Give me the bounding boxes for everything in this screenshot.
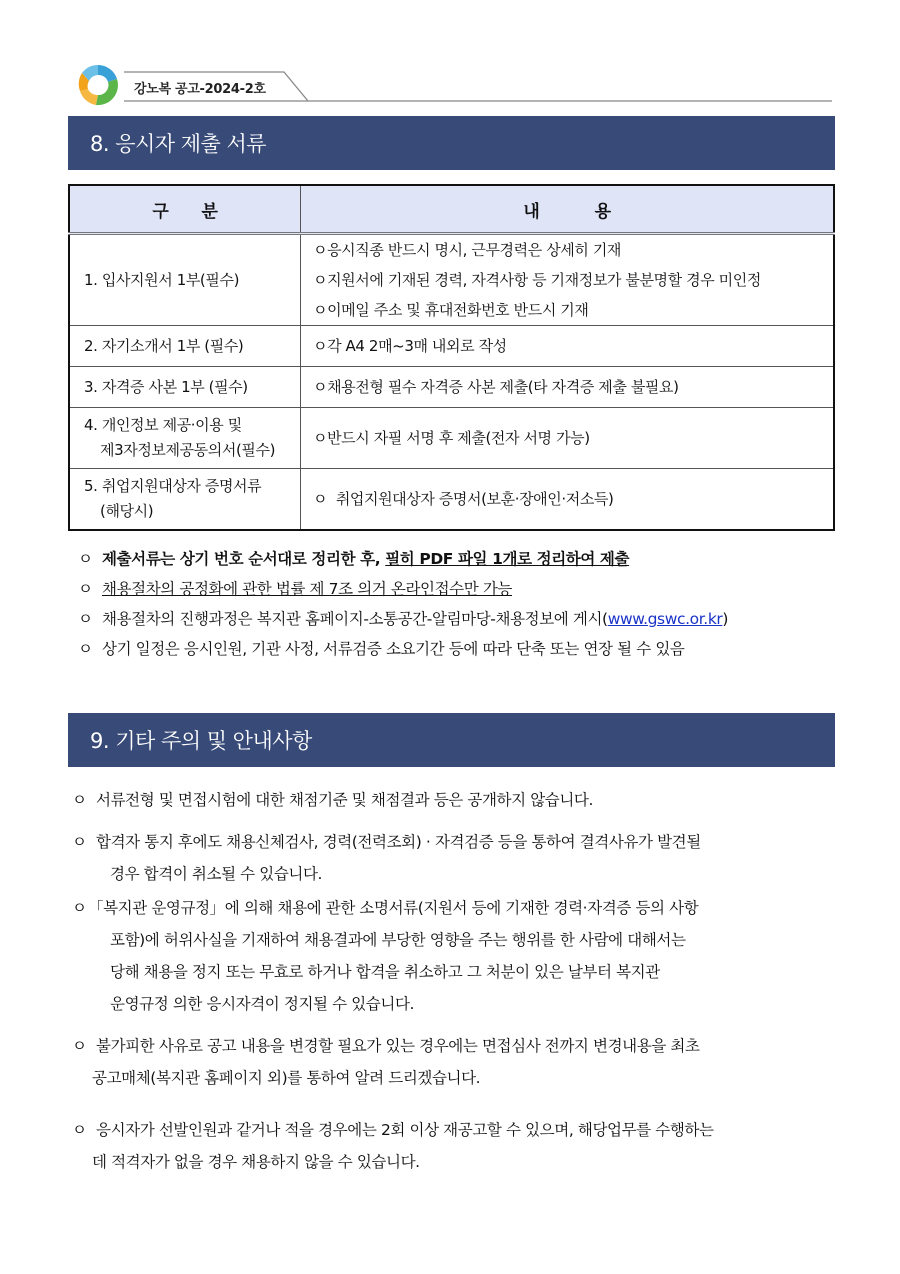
section-9-title: 9. 기타 주의 및 안내사항 [68, 713, 835, 767]
row-category: 2. 자기소개서 1부 (필수) [69, 326, 301, 367]
website-link[interactable]: www.gswc.or.kr [607, 610, 723, 628]
bullet-circle-icon: ㅇ [72, 1037, 87, 1055]
row-category: 4. 개인정보 제공·이용 및 제3자정보제공동의서(필수) [69, 408, 301, 469]
organization-logo-icon [74, 61, 122, 109]
table-row [69, 234, 834, 326]
note-item: ㅇ 제출서류는 상기 번호 순서대로 정리한 후, 필히 PDF 파일 1개로 정리하여 제출 [78, 544, 838, 574]
notice-item: ㅇ「복지관 운영규정」에 의해 채용에 관한 소명서류(지원서 등에 기재한 경력·자격증 등의 사항 포함)에 허위사실을 기재하여 채용결과에 부당한 영향을 주는 행위를 한 사람에 대해서는 당해 채용을 정지 또는 무효로 하거나 합격을 취소하고 그 처분이 있은 날부터 복지관 운영규정 의한 응시자격이 정지될 수 있습니다. [72, 892, 842, 1020]
table-row [69, 408, 834, 469]
bullet-circle-icon: ㅇ [72, 791, 87, 809]
table-row [69, 469, 834, 530]
bullet-circle-icon: ㅇ [78, 580, 93, 598]
bullet-circle-icon: ㅇ [72, 899, 87, 917]
document-code: 강노복 공고-2024-2호 [134, 82, 266, 97]
bullet-circle-icon: ㅇ [72, 1121, 87, 1139]
notice-item: ㅇ 합격자 통지 후에도 채용신체검사, 경력(전력조회) · 자격검증 등을 통하여 결격사유가 발견될 경우 합격이 취소될 수 있습니다. [72, 826, 842, 890]
submission-notes [78, 544, 838, 664]
note-item: ㅇ 상기 일정은 응시인원, 기관 사정, 서류검증 소요기간 등에 따라 단축 또는 연장 될 수 있음 [78, 634, 838, 664]
note-item: ㅇ 채용절차의 공정화에 관한 법률 제 7조 의거 온라인접수만 가능 [78, 574, 838, 604]
column-header-content: 내 용 [301, 185, 835, 234]
note-item: ㅇ 채용절차의 진행과정은 복지관 홈페이지-소통공간-알림마당-채용정보에 게시(www.gswc.or.kr) [78, 604, 838, 634]
row-content: ㅇ각 A4 2매~3매 내외로 작성 [301, 326, 835, 367]
table-header-row [69, 185, 834, 234]
bullet-circle-icon: ㅇ [72, 833, 87, 851]
row-content: ㅇ응시직종 반드시 명시, 근무경력은 상세히 기재 ㅇ지원서에 기재된 경력, 자격사항 등 기재정보가 불분명할 경우 미인정 ㅇ이메일 주소 및 휴대전화번호 반드시 기재 [301, 234, 835, 326]
table-row [69, 367, 834, 408]
notice-item: ㅇ 서류전형 및 면접시험에 대한 채점기준 및 채점결과 등은 공개하지 않습니다. [72, 784, 842, 816]
row-content: ㅇ반드시 자필 서명 후 제출(전자 서명 가능) [301, 408, 835, 469]
bullet-circle-icon: ㅇ [78, 610, 93, 628]
row-content: ㅇ 취업지원대상자 증명서(보훈·장애인·저소득) [301, 469, 835, 530]
bullet-circle-icon: ㅇ [78, 550, 93, 568]
bullet-circle-icon: ㅇ [78, 640, 93, 658]
row-content: ㅇ채용전형 필수 자격증 사본 제출(타 자격증 제출 불필요) [301, 367, 835, 408]
table-row [69, 326, 834, 367]
section-8-title: 8. 응시자 제출 서류 [68, 116, 835, 170]
row-category: 5. 취업지원대상자 증명서류 (해당시) [69, 469, 301, 530]
notice-item: ㅇ 응시자가 선발인원과 같거나 적을 경우에는 2회 이상 재공고할 수 있으며, 해당업무를 수행하는 데 적격자가 없을 경우 채용하지 않을 수 있습니다. [72, 1114, 842, 1178]
row-category: 1. 입사지원서 1부(필수) [69, 234, 301, 326]
column-header-category: 구 분 [69, 185, 301, 234]
row-category: 3. 자격증 사본 1부 (필수) [69, 367, 301, 408]
notice-item: ㅇ 불가피한 사유로 공고 내용을 변경할 필요가 있는 경우에는 면접심사 전까지 변경내용을 최초 공고매체(복지관 홈페이지 외)를 통하여 알려 드리겠습니다. [72, 1030, 842, 1094]
required-documents-table [68, 184, 835, 531]
